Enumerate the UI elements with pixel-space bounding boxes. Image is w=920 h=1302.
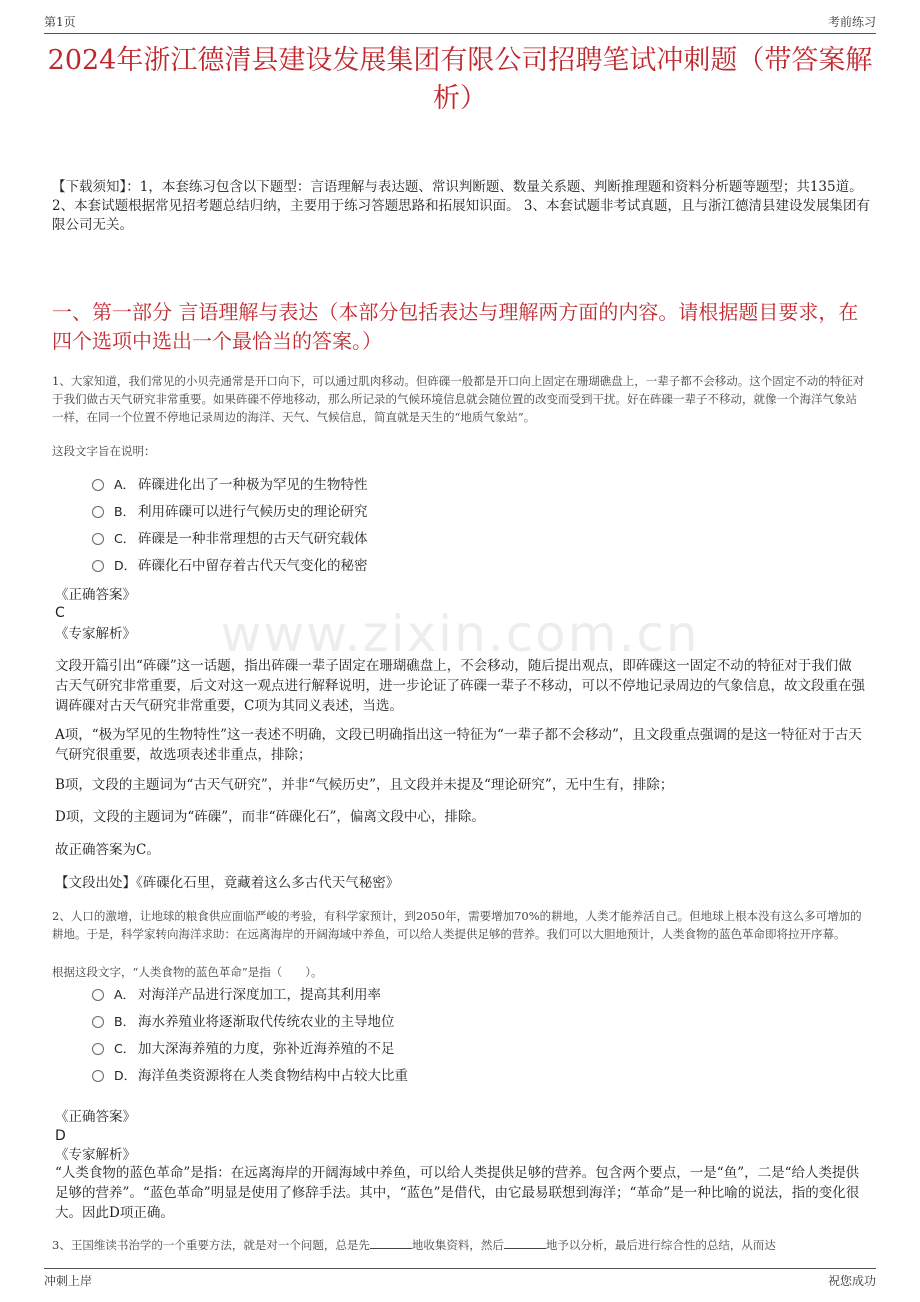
download-notice: 【下载须知】：1，本套练习包含以下题型：言语理解与表达题、常识判断题、数量关系题、判断推理题和资料分析题等题型；共135道。 2、本套试题根据常见招考题总结归纳，主要用于练习答题思路和拓展知识面。 3、本套试题非考试真题，且与浙江德清县建设发展集团有限公司无关。	[52, 179, 870, 233]
q2-option-d[interactable]: D． 海洋鱼类资源将在人类食物结构中占较大比重	[92, 1065, 408, 1087]
q1-analysis-para: A项，“极为罕见的生物特性”这一表述不明确，文段已明确指出这一特征为“一辈子都不会移动”，且文段重点强调的是这一特征对于古天气研究很重要，故选项表述非重点，排除；	[55, 727, 862, 763]
q2-answer: D	[55, 1128, 66, 1144]
option-text: 砗磲进化出了一种极为罕见的生物特性	[138, 477, 368, 493]
option-text: 砗磲是一种非常理想的古天气研究载体	[138, 531, 368, 547]
q2-stem: 2、人口的激增，让地球的粮食供应面临严峻的考验，有科学家预计，到2050年，需要增加70%的耕地，人类才能养活自己。但地球上根本没有这么多可增加的耕地。于是，科学家转向海洋求助：在远离海岸的开阔海域中养鱼，可以给人类提供足够的营养。我们可以大胆地预计，人类食物的蓝色革命即将拉开序幕。	[52, 909, 862, 941]
radio-icon[interactable]	[92, 1070, 104, 1082]
q2-option-c[interactable]: C． 加大深海养殖的力度，弥补近海养殖的不足	[92, 1038, 395, 1060]
fill-blank	[504, 1248, 546, 1249]
q3-stem: 3、王国维读书治学的一个重要方法，就是对一个问题，总是先 地收集资料，然后 地予以分析，最后进行综合性的总结，从而达	[52, 1238, 776, 1252]
radio-icon[interactable]	[92, 1043, 104, 1055]
q2-ask: 根据这段文字，“人类食物的蓝色革命”是指（ ）。	[52, 965, 323, 979]
option-text: 加大深海养殖的力度，弥补近海养殖的不足	[138, 1041, 395, 1057]
radio-icon[interactable]	[92, 479, 104, 491]
q1-analysis-para: 文段开篇引出“砗磲”这一话题，指出砗磲一辈子固定在珊瑚礁盘上，不会移动，随后提出观点，即砗磲这一固定不动的特征对于我们做古天气研究非常重要，后文对这一观点进行解释说明，进一步论证了砗磲一辈子不移动，可以不停地记录周边的气象信息，故文段重在强调砗磲对古天气研究非常重要，C项为其同义表述，当选。	[55, 658, 865, 714]
watermark: www.zixin.com.cn	[220, 605, 700, 663]
q1-analysis-label: 《专家解析》	[55, 626, 136, 642]
page-header	[44, 13, 876, 34]
q2-analysis: “人类食物的蓝色革命”是指：在远离海岸的开阔海域中养鱼，可以给人类提供足够的营养。包含两个要点，一是“鱼”，二是“给人类提供足够的营养”。“蓝色革命”明显是使用了修辞手法。其中，“蓝色”是借代，由它最易联想到海洋；“革命”是一种比喻的说法，指的变化很大。因此D项正确。	[55, 1165, 860, 1221]
q1-analysis-para: 故正确答案为C。	[55, 842, 160, 858]
q1-option-c[interactable]: C． 砗磲是一种非常理想的古天气研究载体	[92, 528, 368, 550]
radio-icon[interactable]	[92, 533, 104, 545]
q1-stem: 1、大家知道，我们常见的小贝壳通常是开口向下，可以通过肌肉移动。但砗磲一般都是开口向上固定在珊瑚礁盘上，一辈子都不会移动。这个固定不动的特征对于我们做古天气研究非常重要。如果砗磲不停地移动，那么所记录的气候环境信息就会随位置的改变而受到干扰。好在砗磲一辈子不移动，就像一个海洋气象站一样，在同一个位置不停地记录周边的海洋、天气、气候信息，简直就是天生的“地质气象站”。	[52, 374, 865, 424]
q1-source: 【文段出处】《砗磲化石里，竟藏着这么多古代天气秘密》	[55, 875, 400, 891]
page-number: 第1页	[44, 15, 76, 29]
radio-icon[interactable]	[92, 506, 104, 518]
radio-icon[interactable]	[92, 560, 104, 572]
q2-analysis-label: 《专家解析》	[55, 1147, 136, 1163]
q2-option-b[interactable]: B． 海水养殖业将逐渐取代传统农业的主导地位	[92, 1011, 395, 1033]
fill-blank	[370, 1248, 412, 1249]
header-tag: 考前练习	[827, 15, 876, 29]
q1-option-a[interactable]: A． 砗磲进化出了一种极为罕见的生物特性	[92, 474, 368, 496]
q2-answer-label: 《正确答案》	[55, 1109, 136, 1125]
page-footer	[44, 1268, 876, 1289]
footer-left: 冲刺上岸	[44, 1274, 93, 1288]
radio-icon[interactable]	[92, 1016, 104, 1028]
q1-option-b[interactable]: B． 利用砗磲可以进行气候历史的理论研究	[92, 501, 368, 523]
q1-answer: C	[55, 605, 65, 621]
option-text: 砗磲化石中留存着古代天气变化的秘密	[138, 558, 368, 574]
q2-option-a[interactable]: A． 对海洋产品进行深度加工，提高其利用率	[92, 984, 381, 1006]
option-text: 利用砗磲可以进行气候历史的理论研究	[138, 504, 368, 520]
footer-right: 祝您成功	[827, 1274, 876, 1288]
q1-analysis-para: B项，文段的主题词为“古天气研究”，并非“气候历史”，且文段并未提及“理论研究”，无中生有，排除；	[55, 777, 674, 793]
radio-icon[interactable]	[92, 989, 104, 1001]
q1-analysis-para: D项，文段的主题词为“砗磲”，而非“砗磲化石”，偏离文段中心，排除。	[55, 809, 485, 825]
section-heading: 一、第一部分 言语理解与表达（本部分包括表达与理解两方面的内容。请根据题目要求，在四个选项中选出一个最恰当的答案。）	[52, 300, 859, 353]
option-text: 对海洋产品进行深度加工，提高其利用率	[138, 987, 381, 1003]
option-text: 海洋鱼类资源将在人类食物结构中占较大比重	[138, 1068, 408, 1084]
q1-ask: 这段文字旨在说明：	[52, 444, 156, 458]
document-title: 2024年浙江德清县建设发展集团有限公司招聘笔试冲刺题（带答案解析）	[47, 45, 873, 114]
q1-answer-label: 《正确答案》	[55, 587, 136, 603]
q1-option-d[interactable]: D． 砗磲化石中留存着古代天气变化的秘密	[92, 555, 368, 577]
option-text: 海水养殖业将逐渐取代传统农业的主导地位	[138, 1014, 395, 1030]
